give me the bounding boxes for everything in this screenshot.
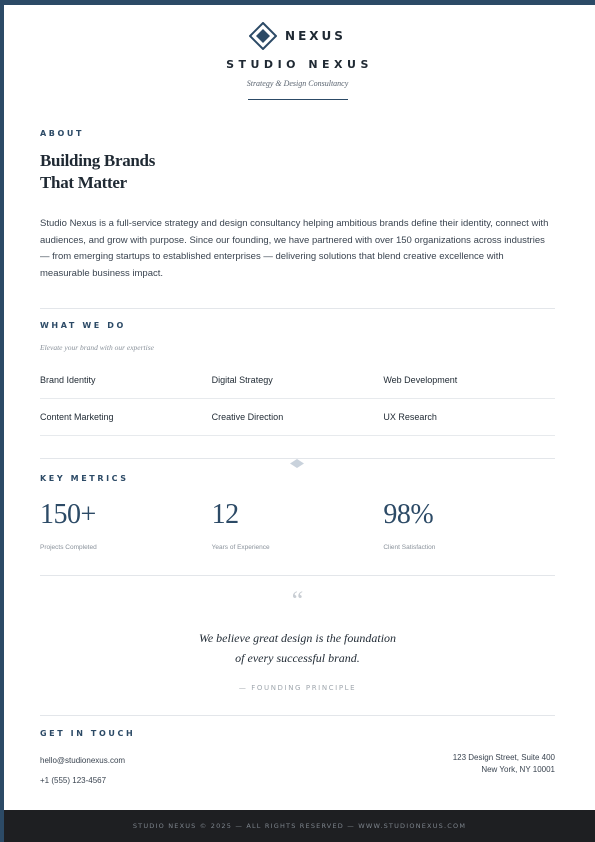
contact-email-link[interactable]: hello@studionexus.com (40, 756, 126, 765)
metric-label: Projects Completed (40, 544, 97, 551)
left-accent-bar (0, 0, 4, 842)
services-subtitle: Elevate your brand with our expertise (40, 343, 154, 352)
about-body: Studio Nexus is a full-service strategy and design consultancy helping ambitious brands define their identity, connect with audiences, and grow with purpose. Since our founding, we have partnered with over 150 organizations across industries — from emerging startups to established enterprises — delivering solutions that blend creative excellence with measurable business impact. (40, 218, 549, 279)
quote-attribution: — FOUNDING PRINCIPLE (238, 684, 357, 692)
section-divider (40, 715, 555, 716)
top-accent-bar (0, 0, 595, 5)
contact-phone-link[interactable]: +1 (555) 123-4567 (40, 776, 107, 785)
contact-address (453, 752, 555, 776)
metric-value: 98% (383, 499, 434, 530)
section-divider (40, 308, 555, 309)
brand-row (0, 22, 595, 50)
service-item: Web Development (383, 375, 458, 385)
services-row (40, 362, 555, 399)
tagline: Strategy & Design Consultancy (246, 79, 349, 88)
studio-name: STUDIO NEXUS (226, 58, 373, 71)
metric-value: 12 (211, 499, 239, 530)
logo-text: NEXUS (285, 29, 346, 43)
service-item: Digital Strategy (211, 375, 273, 385)
metrics-section-label: KEY METRICS (40, 474, 129, 483)
header-divider (248, 99, 348, 100)
about-title (40, 150, 155, 194)
footer-text: STUDIO NEXUS © 2025 — ALL RIGHTS RESERVED — WWW.STUDIONEXUS.COM (132, 822, 467, 830)
about-title-line2: That Matter (40, 173, 127, 192)
service-item: UX Research (383, 412, 437, 422)
address-line2: New York, NY 10001 (481, 765, 555, 774)
metric-label: Years of Experience (211, 544, 270, 551)
metric-projects (40, 498, 212, 551)
services-row (40, 399, 555, 436)
divider-diamond-icon (290, 455, 304, 464)
metric-value: 150+ (40, 499, 96, 530)
page-header (0, 22, 595, 100)
service-item: Creative Direction (211, 412, 284, 422)
page-footer (4, 810, 595, 842)
contact-details (40, 751, 125, 791)
service-item: Brand Identity (40, 375, 96, 385)
metric-years (212, 498, 384, 551)
about-section-label: ABOUT (40, 129, 85, 138)
quote-line2: of every successful brand. (235, 651, 360, 665)
diamond-icon (249, 22, 277, 50)
about-title-line1: Building Brands (40, 151, 156, 170)
quote-text (0, 628, 595, 668)
services-section-label: WHAT WE DO (40, 321, 126, 330)
quote-mark-icon: “ (291, 586, 304, 615)
service-item: Content Marketing (40, 412, 114, 422)
metric-satisfaction (383, 498, 555, 551)
section-divider (40, 575, 555, 576)
services-grid (40, 362, 555, 436)
address-line1: 123 Design Street, Suite 400 (452, 753, 555, 762)
quote-line1: We believe great design is the foundation (198, 631, 397, 645)
metric-label: Client Satisfaction (383, 544, 436, 551)
metrics-row (40, 498, 555, 551)
contact-section-label: GET IN TOUCH (40, 729, 136, 738)
